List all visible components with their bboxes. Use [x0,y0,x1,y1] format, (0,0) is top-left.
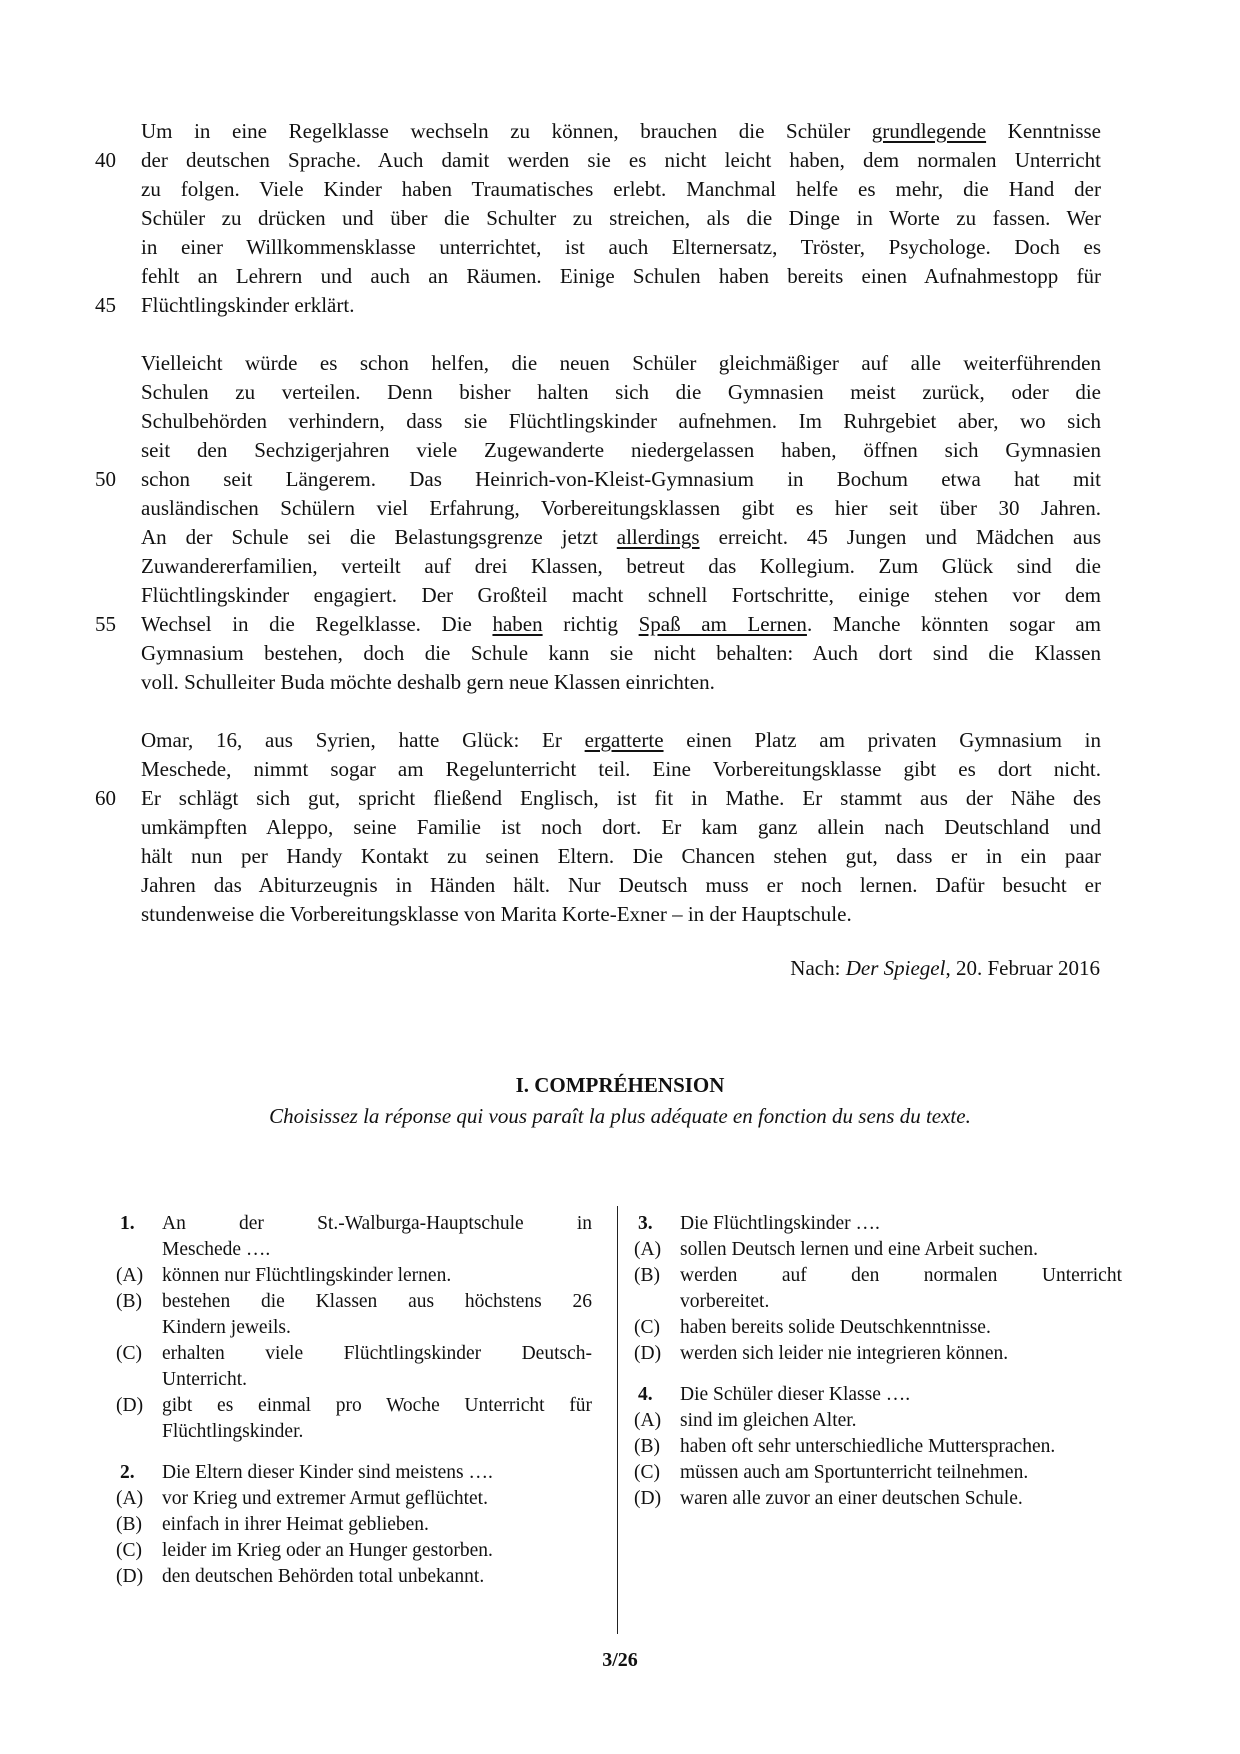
answer-option[interactable] [634,1341,1122,1367]
question-stem: Die Eltern dieser Kinder sind meistens …. [162,1462,493,1483]
line-number: 50 [95,467,116,491]
option-label: (B) [634,1436,660,1457]
underlined-word: grundlegende [871,119,987,143]
section-title: I. COMPRÉHENSION [515,1073,725,1097]
option-text: werden auf den normalen Unterricht [680,1265,1122,1286]
answer-option[interactable] [116,1341,592,1367]
option-text: gibt es einmal pro Woche Unterricht für [162,1395,592,1416]
answer-option[interactable] [116,1538,592,1564]
option-label: (C) [634,1462,660,1483]
option-label: (C) [116,1343,142,1364]
option-label: (A) [116,1488,144,1509]
answer-option[interactable] [116,1263,592,1289]
question-stem: An der St.-Walburga-Hauptschule in [162,1213,592,1234]
option-label: (A) [116,1265,144,1286]
line-number: 40 [95,148,116,172]
option-label: (C) [116,1540,142,1561]
text-line: 40 der deutschen Sprache. Auch damit werden sie es nicht leicht haben, dem normalen Unterricht [141,146,1101,175]
answer-option[interactable] [634,1237,1122,1263]
page-number: 3/26 [602,1649,638,1671]
option-text: vorbereitet. [680,1291,770,1312]
article-paragraph-2 [95,349,1101,697]
question-stem: Die Schüler dieser Klasse …. [680,1384,911,1405]
line-number: 55 [95,612,116,636]
line-number: 60 [95,786,116,810]
option-label: (A) [634,1410,662,1431]
text-line: Meschede, nimmt sogar am Regelunterricht teil. Eine Vorbereitungsklasse gibt es dort nicht. [141,757,1101,781]
question-4 [634,1382,1122,1512]
text-line: 50 schon seit Längerem. Das Heinrich-von-Kleist-Gymnasium in Bochum etwa hat mit [141,465,1101,494]
answer-option[interactable] [116,1289,592,1315]
text-line: Schulbehörden verhindern, dass sie Flüchtlingskinder aufnehmen. Im Ruhrgebiet aber, wo sich [141,409,1101,433]
option-label: (D) [634,1488,662,1509]
answer-option[interactable] [634,1315,1122,1341]
text-line: Zuwandererfamilien, verteilt auf drei Klassen, betreut das Kollegium. Zum Glück sind die [141,554,1101,578]
option-label: (A) [634,1239,662,1260]
option-text: sollen Deutsch lernen und eine Arbeit suchen. [680,1239,1038,1260]
option-text: erhalten viele Flüchtlingskinder Deutsch- [162,1343,592,1364]
answer-option[interactable] [116,1486,592,1512]
answer-option[interactable] [634,1263,1122,1289]
text-line: 45 Flüchtlingskinder erklärt. [141,291,1101,320]
text-line: ausländischen Schülern viel Erfahrung, Vorbereitungsklassen gibt es hier seit über 30 Jahren. [141,496,1101,520]
text-line: voll. Schulleiter Buda möchte deshalb gern neue Klassen einrichten. [141,670,715,694]
answer-option[interactable] [116,1512,592,1538]
option-text: den deutschen Behörden total unbekannt. [162,1566,485,1587]
underlined-phrase: Spaß am Lernen [638,612,807,636]
option-text: sind im gleichen Alter. [680,1410,857,1431]
option-label: (D) [634,1343,662,1364]
question-stem: Meschede …. [162,1239,271,1260]
option-text: Unterricht. [162,1369,248,1390]
option-text: Kindern jeweils. [162,1317,291,1338]
option-label: (C) [634,1317,660,1338]
option-text: leider im Krieg oder an Hunger gestorben. [162,1540,493,1561]
option-text: haben bereits solide Deutschkenntnisse. [680,1317,991,1338]
option-text: waren alle zuvor an einer deutschen Schule. [680,1488,1023,1509]
text-line: Vielleicht würde es schon helfen, die neuen Schüler gleichmäßiger auf alle weiterführenden [141,351,1101,375]
article-source: Nach: Der Spiegel, 20. Februar 2016 [790,956,1100,980]
question-stem: Die Flüchtlingskinder …. [680,1213,880,1234]
option-text: können nur Flüchtlingskinder lernen. [162,1265,452,1286]
text-line: 55 Wechsel in die Regelklasse. Die haben richtig Spaß am Lernen. Manche könnten sogar am [141,610,1101,639]
option-text: einfach in ihrer Heimat geblieben. [162,1514,429,1535]
question-3 [634,1211,1122,1367]
answer-option[interactable] [634,1434,1122,1460]
option-text: werden sich leider nie integrieren können. [680,1343,1009,1364]
text-line: stundenweise die Vorbereitungsklasse von Marita Korte-Exner – in der Hauptschule. [141,902,852,926]
option-text: Flüchtlingskinder. [162,1421,304,1442]
text-line: fehlt an Lehrern und auch an Räumen. Einige Schulen haben bereits einen Aufnahmestopp für [141,264,1101,288]
option-label: (B) [634,1265,660,1286]
question-number: 1. [120,1213,135,1234]
underlined-word: allerdings [616,525,700,549]
question-number: 2. [120,1462,135,1483]
text-line: 60 Er schlägt sich gut, spricht fließend Englisch, ist fit in Mathe. Er stammt aus der Nähe des [141,784,1101,813]
answer-option[interactable] [634,1486,1122,1512]
option-text: bestehen die Klassen aus höchstens 26 [162,1291,592,1312]
section-instruction: Choisissez la réponse qui vous paraît la plus adéquate en fonction du sens du texte. [269,1104,971,1128]
answer-option[interactable] [634,1408,1122,1434]
line-number: 45 [95,293,116,317]
option-label: (D) [116,1566,144,1587]
option-label: (B) [116,1514,142,1535]
text-line: zu folgen. Viele Kinder haben Traumatisches erlebt. Manchmal helfe es mehr, die Hand der [141,177,1101,201]
text-line: Um in eine Regelklasse wechseln zu können, brauchen die Schüler grundlegende Kenntnisse [141,119,1101,143]
text-line: in einer Willkommensklasse unterrichtet, ist auch Elternersatz, Tröster, Psychologe. Doch es [141,235,1101,259]
article-paragraph-1 [95,117,1101,320]
publication-name: Der Spiegel [845,956,946,980]
option-text: vor Krieg und extremer Armut geflüchtet. [162,1488,488,1509]
question-1 [116,1211,592,1445]
option-text: müssen auch am Sportunterricht teilnehmen. [680,1462,1029,1483]
underlined-word: haben [492,612,543,636]
option-text: haben oft sehr unterschiedliche Muttersprachen. [680,1436,1056,1457]
text-line: hält nun per Handy Kontakt zu seinen Eltern. Die Chancen stehen gut, dass er in ein paar [141,844,1101,868]
answer-option[interactable] [116,1564,592,1590]
option-label: (B) [116,1291,142,1312]
question-2 [116,1460,592,1590]
answer-option[interactable] [116,1393,592,1419]
question-number: 4. [638,1384,653,1405]
question-number: 3. [638,1213,653,1234]
answer-option[interactable] [634,1460,1122,1486]
questions-right-column [634,1211,1122,1512]
column-divider [617,1206,618,1634]
text-line: Flüchtlingskinder engagiert. Der Großteil macht schnell Fortschritte, einige stehen vor dem [141,583,1101,607]
text-line: seit den Sechzigerjahren viele Zugewanderte niedergelassen haben, öffnen sich Gymnasien [141,438,1101,462]
underlined-word: ergatterte [584,728,664,752]
text-line: An der Schule sei die Belastungsgrenze jetzt allerdings erreicht. 45 Jungen und Mädchen aus [141,525,1101,549]
text-line: Schüler zu drücken und über die Schulter zu streichen, als die Dinge in Worte zu fassen. Wer [141,206,1101,230]
questions-left-column [116,1211,592,1590]
text-line: Omar, 16, aus Syrien, hatte Glück: Er ergatterte einen Platz am privaten Gymnasium in [141,728,1101,752]
article-paragraph-3 [95,726,1101,929]
option-label: (D) [116,1395,144,1416]
text-line: Schulen zu verteilen. Denn bisher halten sich die Gymnasien meist zurück, oder die [141,380,1101,404]
text-line: umkämpften Aleppo, seine Familie ist noch dort. Er kam ganz allein nach Deutschland und [141,815,1101,839]
text-line: Jahren das Abiturzeugnis in Händen hält. Nur Deutsch muss er noch lernen. Dafür besucht er [141,873,1101,897]
text-line: Gymnasium bestehen, doch die Schule kann sie nicht behalten: Auch dort sind die Klassen [141,641,1101,665]
